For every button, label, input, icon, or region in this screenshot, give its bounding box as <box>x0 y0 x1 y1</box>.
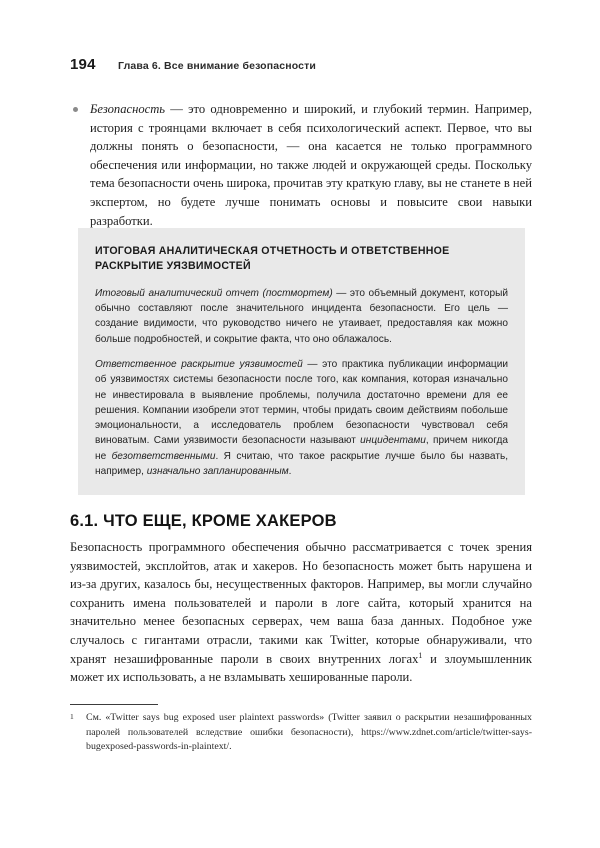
callout-emphasis-irresponsible: безответственными <box>111 450 216 462</box>
callout-paragraph-text: — это практика публикации информации об уязвимостях системы безопасности после того, как компания, которая изначально не инвестировала в выявление проблемы, получила достаточно времени для ее решения. Компании изобрели этот термин, чтобы придать своим действиям побольше эмоциональности, а исследователь проблем безопасности чувствовал себя виноватым. Сами уязвимости безопасности называют <box>95 359 508 447</box>
body-paragraph-text: и злоумышленник может их использовать, а не взламывать хешированные пароли. <box>70 651 532 685</box>
list-item-text: — это одновременно и широкий, и глубокий термин. Например, история с троянцами включает в себя психологический аспект. Первое, что вы должны понять о безопасности, — она касается не только программного обеспечения или информации, но также людей и окружающей среды. Поскольку тема безопасности очень широка, прочитав эту краткую главу, вы не станете в ней экспертом, но будете лучше понимать основы и повысите свои навыки разработки. <box>90 102 532 228</box>
list-item-lead-term: Безопасность <box>90 102 166 116</box>
bullet-list <box>70 100 532 230</box>
running-head <box>70 56 530 73</box>
footnote-separator <box>70 704 158 705</box>
footnote <box>70 704 532 755</box>
callout-title: ИТОГОВАЯ АНАЛИТИЧЕСКАЯ ОТЧЕТНОСТЬ И ОТВЕТСТВЕННОЕ РАСКРЫТИЕ УЯЗВИМОСТЕЙ <box>95 245 450 273</box>
list-item <box>70 100 532 230</box>
callout-paragraph-text: — это объемный документ, который обычно составляют после значительного инцидента безопасности. Его цель — создание видимости, что руководство ничего не утаивает, предоставляя как можно больше подробностей, и сокрытие факта, что оно облажалось. <box>95 287 508 345</box>
callout-paragraph-text: . Я считаю, что такое раскрытие лучше было бы назвать, например, <box>95 450 509 478</box>
footnote-reference[interactable]: 1 <box>418 650 423 660</box>
page-number: 194 <box>70 56 96 73</box>
footnote-text: См. «Twitter says bug exposed user plaintext passwords» (Twitter заявил о раскрытии незашифрованных паролей пользователей вследствие ошибки безопасности), https://www.zdnet.com/article/twitter-says-bugexposed-passwords-in-plaintext/. <box>86 712 532 753</box>
body-paragraph <box>70 538 532 687</box>
callout-emphasis-planned: изначально запланированным <box>146 466 289 478</box>
callout-paragraph <box>95 286 508 347</box>
callout-emphasis-incidents: инцидентами <box>360 435 426 447</box>
callout-lead-term: Итоговый аналитический отчет (постмортем) <box>95 287 333 299</box>
footnote-body <box>70 711 532 755</box>
callout-box <box>78 228 525 495</box>
bullet-dot-icon <box>73 107 78 112</box>
footnote-marker: 1 <box>70 712 74 721</box>
chapter-title: Глава 6. Все внимание безопасности <box>118 60 317 72</box>
section-heading: 6.1. ЧТО ЕЩЕ, КРОМЕ ХАКЕРОВ <box>70 511 337 530</box>
callout-paragraph <box>95 357 508 479</box>
callout-paragraph-text: , причем никогда не <box>95 435 508 462</box>
body-paragraph-text: Безопасность программного обеспечения обычно рассматривается с точек зрения уязвимостей, эксплойтов, атак и хакеров. Но безопасность может быть нарушена и из-за других, казалось бы, несущественных факторов. Например, вы могли случайно сохранить имена пользователей и пароли в логе сайта, который хранится на значительно менее безопасных серверах, чем ваша база данных. Подобное уже случалось с гигантами отрасли, такими как Twitter, которые обнаруживали, что хранят незашифрованные пароли в своих внутренних логах <box>70 540 532 666</box>
callout-lead-term: Ответственное раскрытие уязвимостей <box>95 359 303 370</box>
callout-paragraph-text: . <box>288 466 292 478</box>
